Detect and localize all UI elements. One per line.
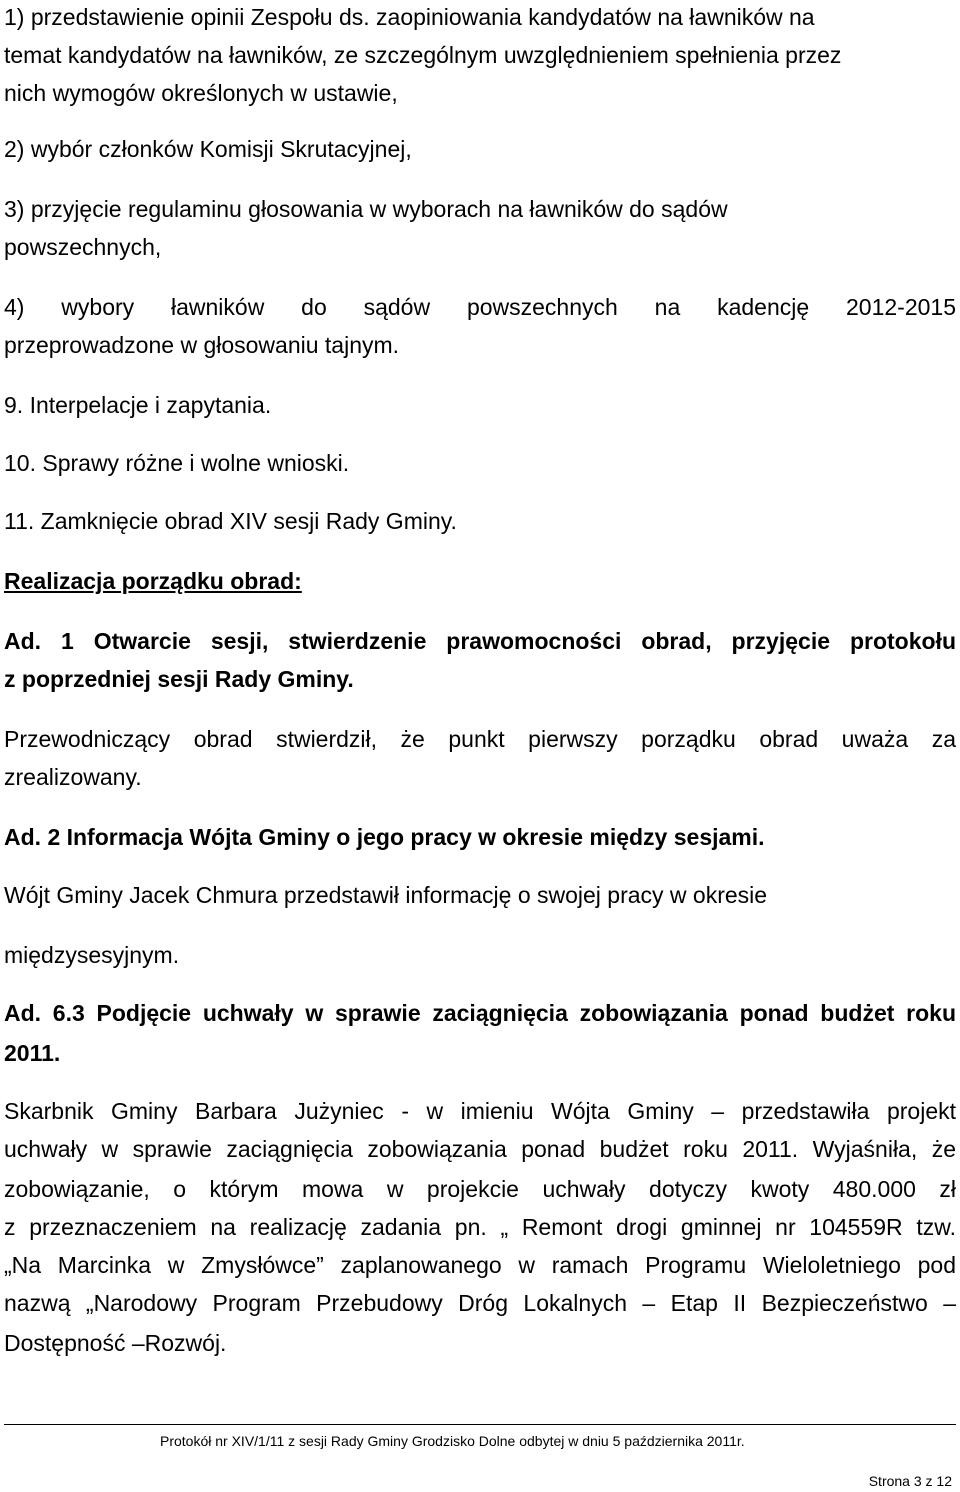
text-line: powszechnych, [4, 234, 162, 260]
text-line: „Na Marcinka w Zmysłówce” zaplanowanego w ramach Programu Wieloletniego pod [4, 1252, 956, 1278]
footer-protocol: Protokół nr XIV/1/11 z sesji Rady Gminy Grodzisko Dolne odbytej w dniu 5 października 2011r. [160, 1433, 745, 1449]
text-line: nich wymogów określonych w ustawie, [4, 80, 398, 106]
agenda-heading: 2011. [4, 1040, 61, 1066]
text-line: 1) przedstawienie opinii Zespołu ds. zaopiniowania kandydatów na ławników na [4, 4, 815, 30]
agenda-heading: z poprzedniej sesji Rady Gminy. [4, 666, 354, 692]
agenda-heading: Ad. 2 Informacja Wójta Gminy o jego pracy w okresie między sesjami. [4, 824, 765, 850]
agenda-heading: Ad. 6.3 Podjęcie uchwały w sprawie zaciągnięcia zobowiązania ponad budżet roku [4, 1000, 956, 1026]
text-line: uchwały w sprawie zaciągnięcia zobowiązania ponad budżet roku 2011. Wyjaśniła, że [4, 1136, 956, 1162]
text-line: przeprowadzone w głosowaniu tajnym. [4, 332, 400, 358]
text-line: zobowiązanie, o którym mowa w projekcie uchwały dotyczy kwoty 480.000 zł [4, 1176, 956, 1202]
text-line: 3) przyjęcie regulaminu głosowania w wyborach na ławników do sądów [4, 196, 728, 222]
text-line: Skarbnik Gminy Barbara Jużyniec - w imieniu Wójta Gminy – przedstawiła projekt [4, 1098, 956, 1124]
page-number: Strona 3 z 12 [868, 1473, 952, 1489]
text-line: międzysesyjnym. [4, 942, 180, 968]
footer-divider [4, 1424, 956, 1425]
text-line: 9. Interpelacje i zapytania. [4, 392, 272, 418]
text-line: 2) wybór członków Komisji Skrutacyjnej, [4, 136, 412, 162]
text-line: Wójt Gminy Jacek Chmura przedstawił informację o swojej pracy w okresie [4, 882, 768, 908]
text-line: 10. Sprawy różne i wolne wnioski. [4, 450, 350, 476]
text-line: z przeznaczeniem na realizację zadania pn. „ Remont drogi gminnej nr 104559R tzw. [4, 1214, 956, 1240]
text-line: 4) wybory ławników do sądów powszechnych na kadencję 2012-2015 [4, 294, 956, 320]
text-line: zrealizowany. [4, 764, 142, 790]
text-line: 11. Zamknięcie obrad XIV sesji Rady Gminy. [4, 508, 457, 534]
text-line: Dostępność –Rozwój. [4, 1330, 227, 1356]
text-line: Przewodniczący obrad stwierdził, że punkt pierwszy porządku obrad uważa za [4, 726, 956, 752]
text-line: temat kandydatów na ławników, ze szczególnym uwzględnieniem spełnienia przez [4, 42, 842, 68]
agenda-heading: Ad. 1 Otwarcie sesji, stwierdzenie prawomocności obrad, przyjęcie protokołu [4, 628, 956, 654]
text-line: nazwą „Narodowy Program Przebudowy Dróg Lokalnych – Etap II Bezpieczeństwo – [4, 1290, 956, 1316]
section-heading: Realizacja porządku obrad: [4, 568, 302, 594]
